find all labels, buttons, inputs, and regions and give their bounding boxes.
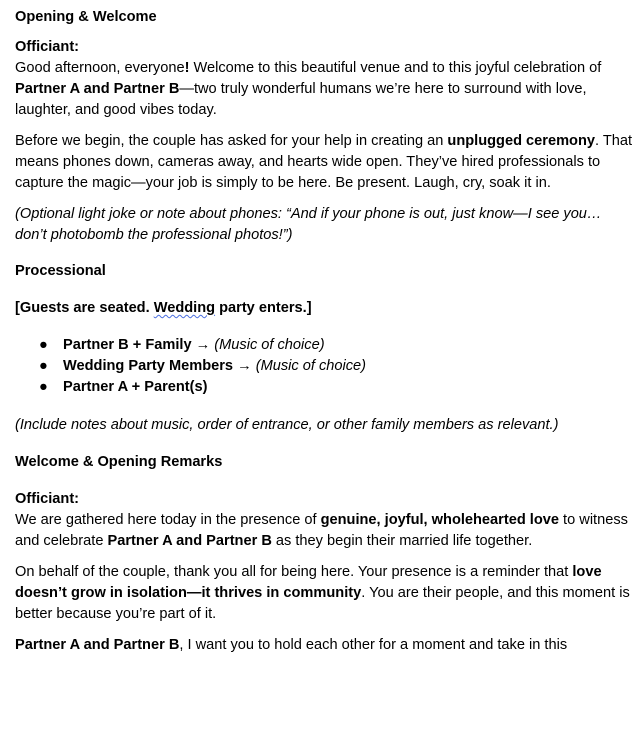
text-run-bold: Partner A and Partner B (15, 81, 180, 97)
speaker-label-officiant: Officiant: (15, 491, 80, 507)
text-run-bold: unplugged ceremony (447, 133, 595, 149)
list-item (15, 377, 637, 398)
text-run-bold: Partner A and Partner B (107, 533, 272, 549)
remarks-paragraph-2 (15, 562, 637, 625)
text-run: , I want you to hold each other for a moment and take in this (179, 637, 568, 653)
list-item (15, 356, 637, 377)
text-run: Before we begin, the couple has asked for your help in creating an (15, 133, 448, 149)
list-item-music: (Music of choice) (255, 358, 367, 374)
text-run: [Guests are seated. (15, 300, 154, 316)
arrow-icon: → (233, 358, 256, 374)
text-run: On behalf of the couple, thank you all for being here. Your presence is a reminder that (15, 564, 573, 580)
list-item-music: (Music of choice) (214, 337, 325, 353)
arrow-icon: → (191, 337, 215, 353)
bullet-icon: ● (39, 337, 48, 353)
text-run: Good afternoon, everyone (15, 60, 185, 76)
opening-paragraph-2 (15, 131, 637, 194)
remarks-paragraph-1 (15, 510, 637, 552)
list-item-who: Partner A + Parent(s) (63, 379, 208, 395)
text-run: . You are their people, and this moment is better because you’re part of it. (15, 585, 630, 622)
text-run: —two truly wonderful humans we’re here to surround with love, laughter, and good vibes today. (15, 81, 587, 118)
list-item-who: Wedding Party Members (63, 358, 234, 374)
section-heading-opening: Opening & Welcome (15, 9, 157, 25)
text-run-bold: love doesn’t grow in isolation—it thrives in community (15, 564, 602, 601)
text-run: party enters.] (215, 300, 312, 316)
processional-note: (Include notes about music, order of entrance, or other family members as relevant.) (15, 417, 559, 433)
text-run: as they begin their married life together. (271, 533, 533, 549)
list-item-who: Partner B + Family (63, 337, 192, 353)
text-run: We are gathered here today in the presence of (15, 512, 321, 528)
section-heading-remarks: Welcome & Opening Remarks (15, 454, 223, 470)
list-item (15, 335, 637, 356)
processional-instruction (15, 298, 637, 319)
text-run: Welcome to this beautiful venue and to this joyful celebration of (189, 60, 602, 76)
text-run: to witness and celebrate (15, 512, 628, 549)
text-run-bold: ! (184, 60, 190, 76)
document-body (15, 7, 637, 666)
text-run-bold: genuine, joyful, wholehearted love (320, 512, 559, 528)
opening-note: (Optional light joke or note about phones: “And if your phone is out, just know—I see you… don’t photobomb the professional photos!”) (15, 206, 602, 243)
speaker-label-officiant: Officiant: (15, 39, 80, 55)
text-run-bold: Partner A and Partner B (15, 637, 180, 653)
text-run: . That means phones down, cameras away, and hearts wide open. They’ve hired professionals to capture the magic—your job is simply to be here. Be present. Laugh, cry, soak it in. (15, 133, 633, 191)
processional-list (15, 335, 637, 398)
bullet-icon: ● (39, 358, 48, 374)
remarks-paragraph-3 (15, 635, 637, 656)
bullet-icon: ● (39, 379, 48, 395)
section-heading-processional: Processional (15, 263, 106, 279)
opening-paragraph-1 (15, 58, 637, 121)
spellcheck-underlined-word: Wedding (153, 300, 216, 316)
